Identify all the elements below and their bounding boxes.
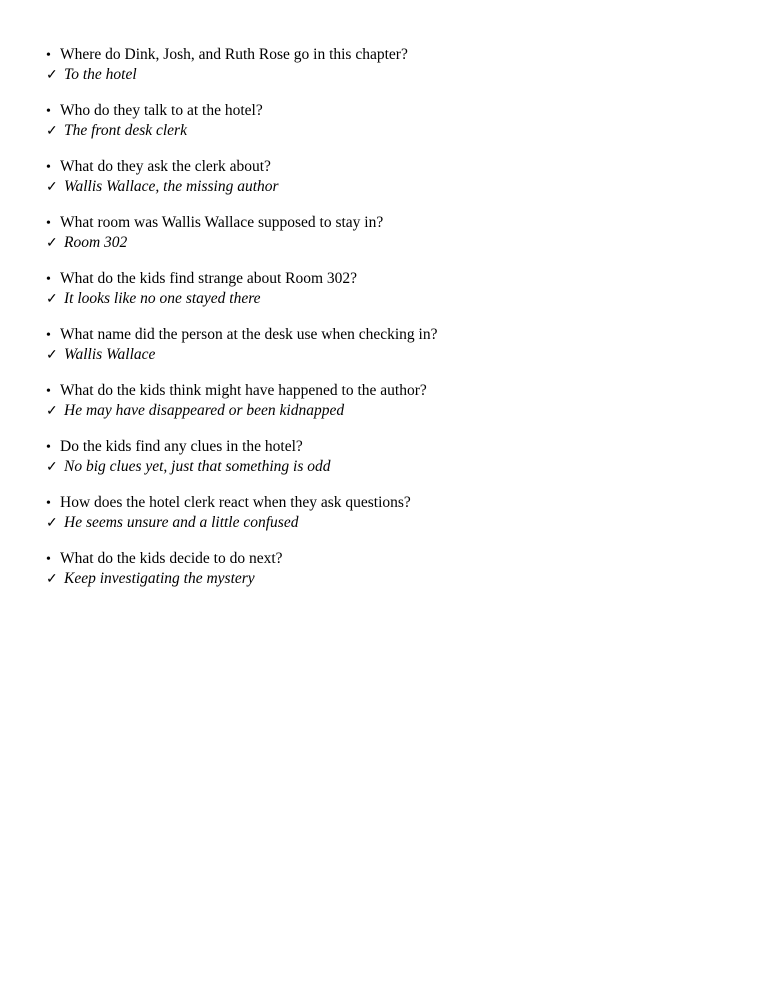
- answer-text: Wallis Wallace, the missing author: [64, 178, 279, 195]
- checkmark-icon: ✓: [46, 236, 58, 251]
- qa-item: [46, 269, 746, 325]
- qa-item: [46, 493, 746, 549]
- question-text: What do the kids think might have happened to the author?: [60, 382, 427, 399]
- bullet-icon: •: [46, 440, 51, 455]
- qa-item: [46, 325, 746, 381]
- checkmark-icon: ✓: [46, 292, 58, 307]
- checkmark-icon: ✓: [46, 68, 58, 83]
- bullet-icon: •: [46, 104, 51, 119]
- checkmark-icon: ✓: [46, 124, 58, 139]
- question-text: What do they ask the clerk about?: [60, 158, 271, 175]
- question-text: Who do they talk to at the hotel?: [60, 102, 263, 119]
- question-text: Do the kids find any clues in the hotel?: [60, 438, 303, 455]
- question-text: What do the kids find strange about Room 302?: [60, 270, 358, 287]
- bullet-icon: •: [46, 272, 51, 287]
- answer: [46, 177, 746, 197]
- question: [46, 269, 746, 289]
- answer-text: Wallis Wallace: [64, 346, 156, 363]
- question: [46, 493, 746, 513]
- qa-item: [46, 437, 746, 493]
- question: [46, 325, 746, 345]
- question-text: What do the kids decide to do next?: [60, 550, 283, 567]
- answer-text: No big clues yet, just that something is odd: [64, 458, 331, 475]
- checkmark-icon: ✓: [46, 516, 58, 531]
- checkmark-icon: ✓: [46, 348, 58, 363]
- qa-item: [46, 381, 746, 437]
- qa-item: [46, 101, 746, 157]
- question: [46, 213, 746, 233]
- answer-text: Keep investigating the mystery: [64, 570, 255, 587]
- answer-text: The front desk clerk: [64, 122, 187, 139]
- answer-text: To the hotel: [64, 66, 137, 83]
- question: [46, 157, 746, 177]
- bullet-icon: •: [46, 384, 51, 399]
- bullet-icon: •: [46, 552, 51, 567]
- question-text: What room was Wallis Wallace supposed to stay in?: [60, 214, 384, 231]
- checkmark-icon: ✓: [46, 180, 58, 195]
- checkmark-icon: ✓: [46, 404, 58, 419]
- checkmark-icon: ✓: [46, 572, 58, 587]
- question-text: What name did the person at the desk use when checking in?: [60, 326, 438, 343]
- answer: [46, 233, 746, 253]
- question: [46, 381, 746, 401]
- qa-item: [46, 549, 746, 605]
- qa-item: [46, 157, 746, 213]
- answer: [46, 121, 746, 141]
- answer: [46, 65, 746, 85]
- question-text: Where do Dink, Josh, and Ruth Rose go in this chapter?: [60, 46, 408, 63]
- question: [46, 549, 746, 569]
- question: [46, 437, 746, 457]
- qa-item: [46, 45, 746, 101]
- answer: [46, 513, 746, 533]
- question: [46, 45, 746, 65]
- answer-text: He seems unsure and a little confused: [64, 514, 299, 531]
- answer: [46, 457, 746, 477]
- bullet-icon: •: [46, 496, 51, 511]
- bullet-icon: •: [46, 48, 51, 63]
- qa-list: [46, 45, 746, 605]
- answer-text: Room 302: [64, 234, 128, 251]
- bullet-icon: •: [46, 216, 51, 231]
- answer: [46, 569, 746, 589]
- answer-text: He may have disappeared or been kidnapped: [64, 402, 345, 419]
- answer: [46, 345, 746, 365]
- answer-text: It looks like no one stayed there: [64, 290, 261, 307]
- bullet-icon: •: [46, 160, 51, 175]
- answer: [46, 401, 746, 421]
- question: [46, 101, 746, 121]
- qa-item: [46, 213, 746, 269]
- bullet-icon: •: [46, 328, 51, 343]
- answer: [46, 289, 746, 309]
- checkmark-icon: ✓: [46, 460, 58, 475]
- question-text: How does the hotel clerk react when they ask questions?: [60, 494, 411, 511]
